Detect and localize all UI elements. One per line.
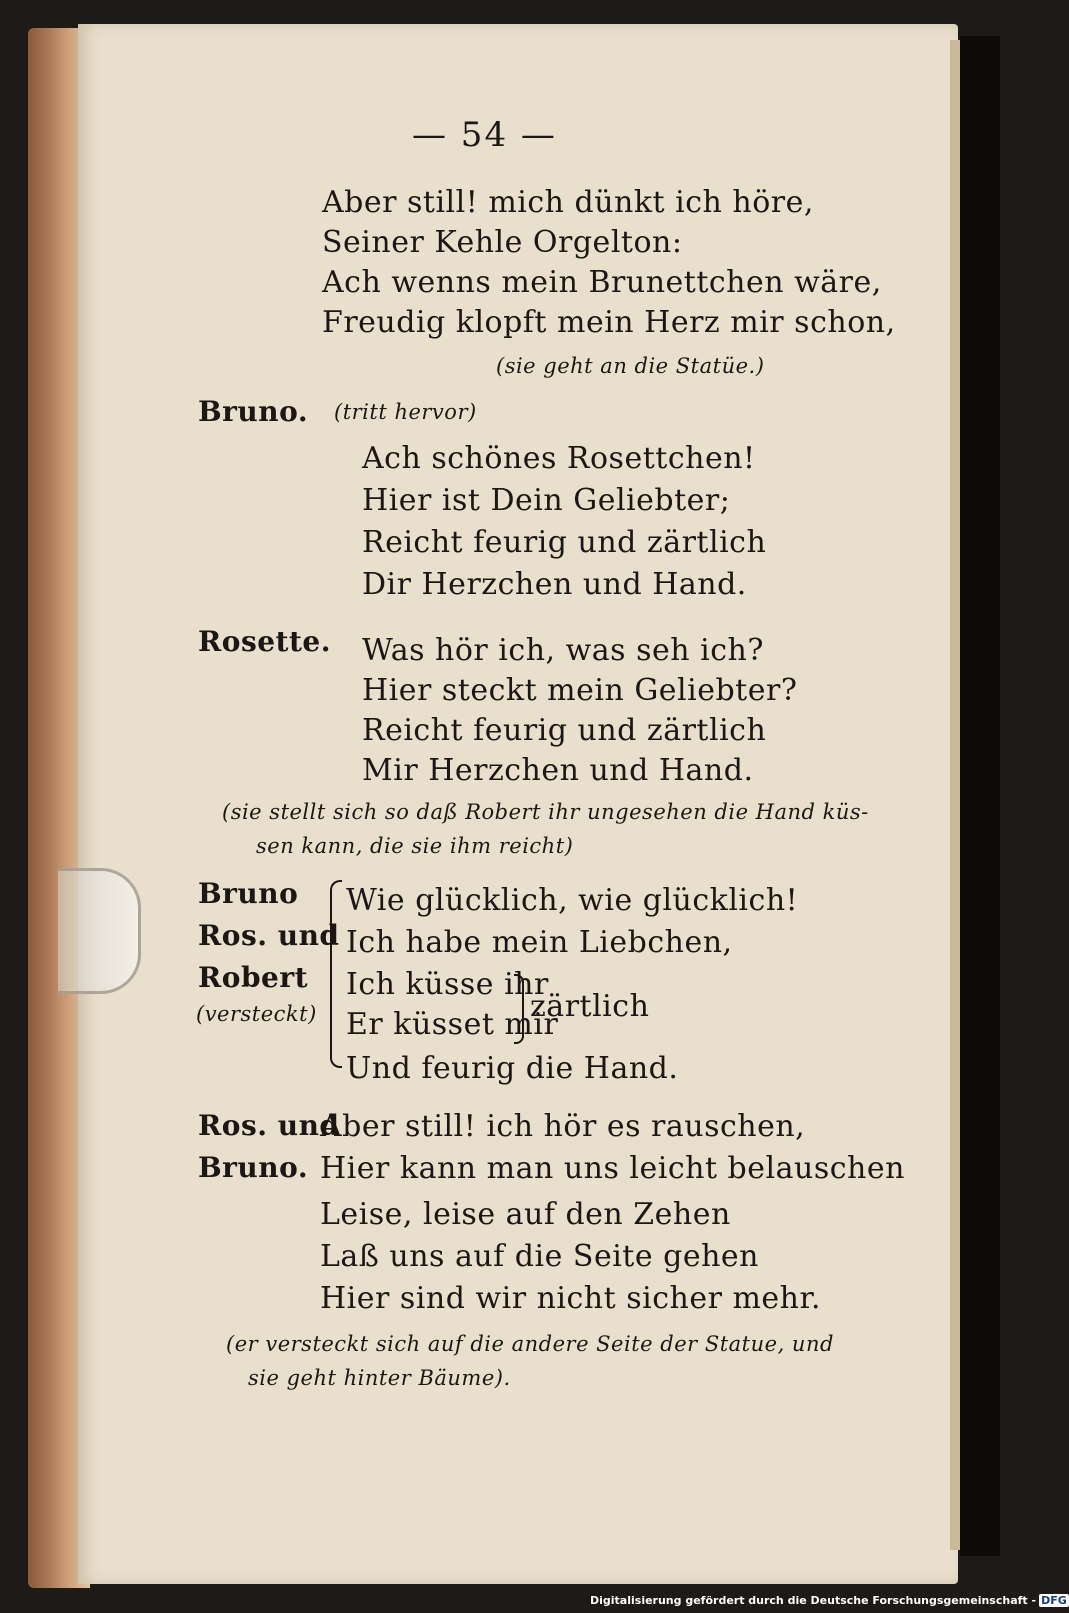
stage-direction: sie geht hinter Bäume). [248,1366,511,1390]
speaker-label: Rosette. [198,625,331,658]
speaker-label: Bruno [198,877,299,910]
speaker-label: Robert [198,961,309,994]
book-gutter [960,36,1000,1556]
verse-line: Und feurig die Hand. [346,1051,679,1086]
verse-line: Leise, leise auf den Zehen [320,1197,731,1232]
verse-line: Mir Herzchen und Hand. [362,753,754,788]
verse-line: Reicht feurig und zärtlich [362,525,767,560]
verse-line: Hier sind wir nicht sicher mehr. [320,1281,822,1316]
speaker-label: Ros. und [198,919,340,952]
dfg-logo: DFG [1041,1594,1067,1607]
verse-line: Ich habe mein Liebchen, [346,925,733,960]
verse-line: Laß uns auf die Seite gehen [320,1239,759,1274]
shared-word-brace [514,974,524,1044]
stage-direction: (er versteckt sich auf die andere Seite der Statue, und [226,1332,834,1356]
verse-line: Er küsset mir [346,1007,559,1042]
verse-line: Freudig klopft mein Herz mir schon, [322,305,896,340]
verse-line: Aber still! mich dünkt ich höre, [322,185,814,220]
digitization-footer [590,1594,1069,1607]
shared-word: zärtlich [530,989,650,1024]
footer-text: Digitalisierung gefördert durch die Deutsche Forschungsgemeinschaft - [590,1594,1037,1607]
stage-direction: sen kann, die sie ihm reicht) [256,834,574,858]
page-number: — 54 — [412,115,557,155]
verse-line: Hier kann man uns leicht belauschen [320,1151,905,1186]
verse-line: Ach schönes Rosettchen! [362,441,756,476]
verse-line: Ach wenns mein Brunettchen wäre, [322,265,882,300]
verse-line: Aber still! ich hör es rauschen, [320,1109,806,1144]
verse-line: Dir Herzchen und Hand. [362,567,747,602]
speaker-label: Bruno. [198,1151,309,1184]
verse-line: Seiner Kehle Orgelton: [322,225,683,260]
verse-line: Hier steckt mein Geliebter? [362,673,798,708]
speaker-label: Bruno. [198,395,309,428]
verse-line: Hier ist Dein Geliebter; [362,483,731,518]
stage-direction: (tritt hervor) [334,400,477,424]
stage-direction: (sie geht an die Statüe.) [496,354,765,378]
ensemble-brace [330,880,342,1068]
verse-line: Was hör ich, was seh ich? [362,633,764,668]
facing-page-edge [950,40,960,1550]
speaker-label: Ros. und [198,1109,340,1142]
speaker-label: (versteckt) [196,1002,317,1026]
stage-direction: (sie stellt sich so daß Robert ihr ungesehen die Hand küs- [222,800,869,824]
verse-line: Reicht feurig und zärtlich [362,713,767,748]
verse-line: Wie glücklich, wie glücklich! [346,883,799,918]
verse-line: Ich küsse ihr [346,967,549,1002]
page-clip [58,868,141,994]
